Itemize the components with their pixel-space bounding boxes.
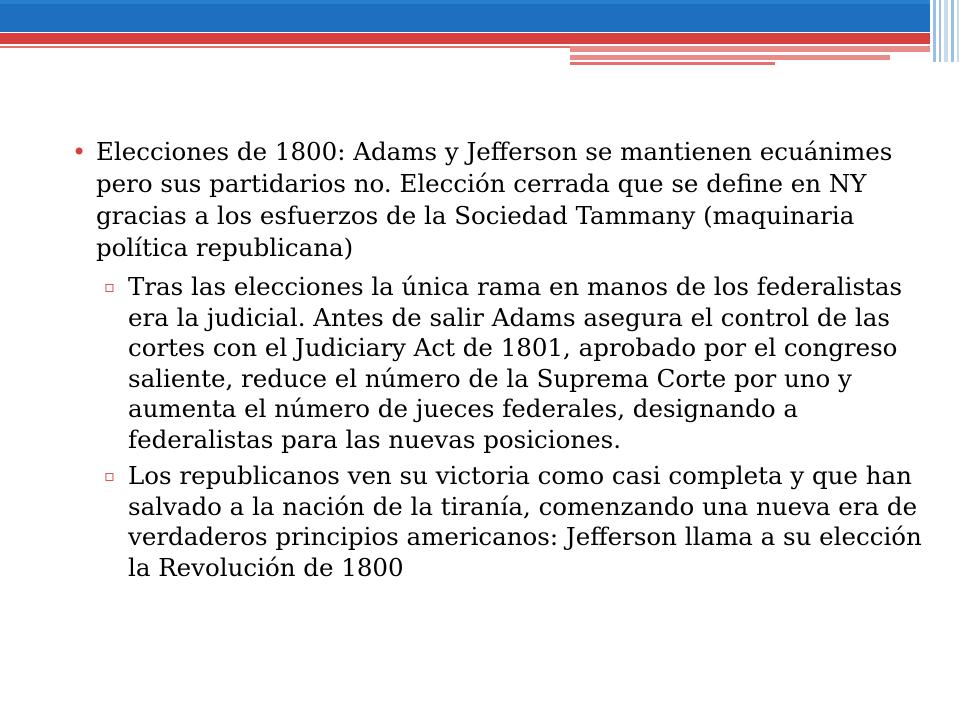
square-bullet-icon: ▫ <box>104 277 115 296</box>
header-stripe <box>939 0 941 62</box>
header-bar-red <box>0 33 930 44</box>
header-stripe <box>944 0 948 62</box>
header-stripe <box>933 0 936 62</box>
sub-bullet-text: Tras las elecciones la única rama en manos de los federalistas era la judicial. Antes de salir Adams asegura el control de las cortes con el Judiciary Act de 1801, aprobado por el congreso saliente, reduce el número de la Suprema Corte por uno y aumenta el número de jueces federales, designando a federalistas para las nuevas posiciones. <box>128 272 903 454</box>
header-stripe <box>957 0 959 62</box>
square-bullet-icon: ▫ <box>104 466 115 485</box>
header-bar-red-accent-2 <box>570 55 890 60</box>
header-bar-red-thin <box>0 46 570 48</box>
header-bar-red-accent-1 <box>570 46 930 52</box>
bullet-main-text: Elecciones de 1800: Adams y Jefferson se mantienen ecuánimes pero sus partidarios no. Elección cerrada que se define en NY gracias a los esfuerzos de la Sociedad Tammany (maquinaria política republicana) <box>96 137 893 262</box>
header-stripe <box>951 0 954 62</box>
bullet-main <box>70 136 930 264</box>
sub-bullet-republicans <box>70 461 930 583</box>
slide-body <box>70 136 930 589</box>
bullet-dot-icon: • <box>72 138 87 166</box>
header-bar-red-accent-3 <box>570 62 775 65</box>
sub-bullet-text: Los republicanos ven su victoria como casi completa y que han salvado a la nación de la tiranía, comenzando una nueva era de verdaderos principios americanos: Jefferson llama a su elección la Revolución de 1800 <box>128 461 922 582</box>
header-bar-blue-highlight <box>0 0 930 4</box>
sub-bullet-judiciary <box>70 272 930 455</box>
header-bar-blue <box>0 0 930 32</box>
